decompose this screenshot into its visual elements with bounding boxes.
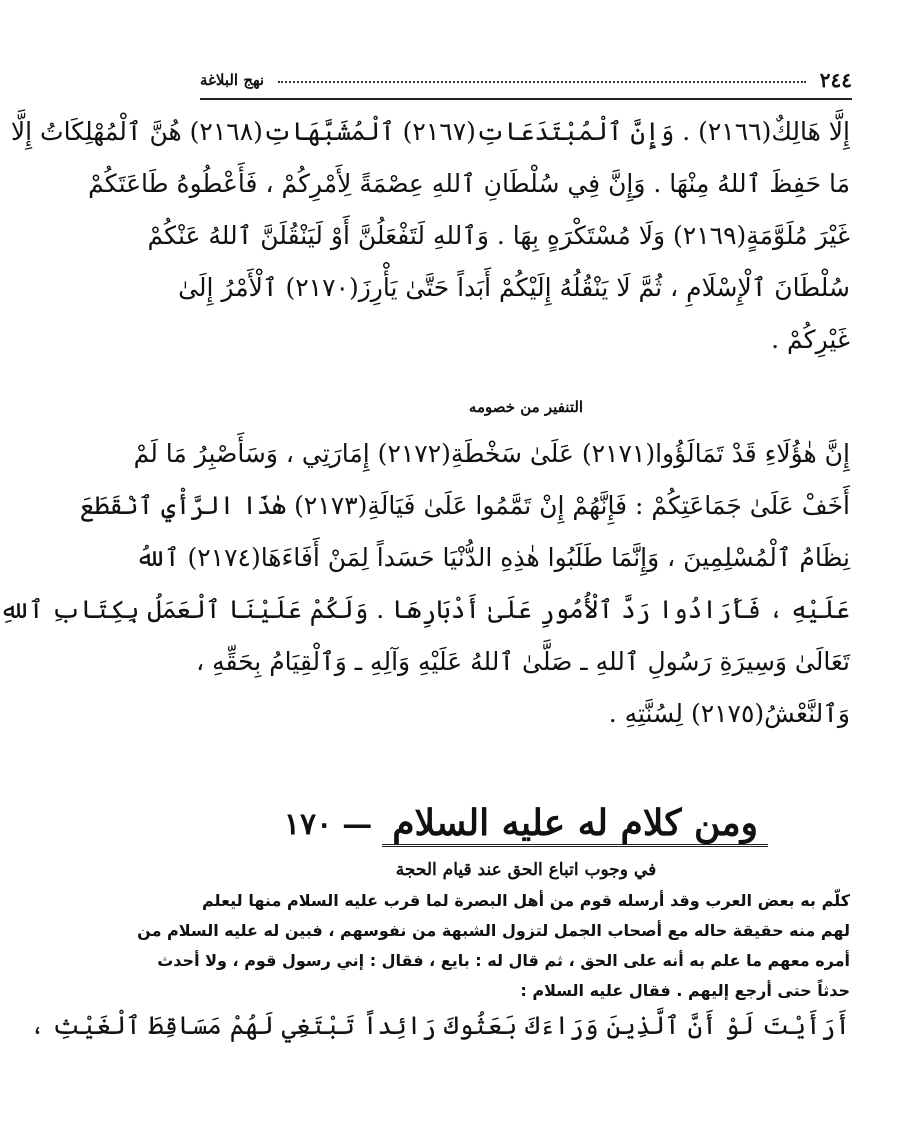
text-line: وَٱلنَّعْشُ(٢١٧٥) لِسُنَّتِهِ . [608, 699, 850, 728]
header-rule [200, 98, 852, 100]
dotted-leader [278, 81, 806, 83]
page-header [200, 66, 852, 94]
passage-3 [30, 1000, 850, 1052]
intro-line: أمره معهم ما علم به أنه على الحق ، ثم قال له : بايع ، فقال : إني رسول قوم ، ولا أحدث [157, 951, 850, 970]
text-line: أَخَفْ عَلَىٰ جَمَاعَتِكُمْ : فَإِنَّهُمْ إِنْ تَمَّمُوا عَلَىٰ فَيَالَةِ(٢١٧٣) هٰذَا الرَّأْيِ ٱنْقَطَعَ [79, 491, 850, 520]
text-line: أَرَأَيْتَ لَوْ أَنَّ ٱلَّذِينَ وَرَاءَكَ بَعَثُوكَ رَائِداً تَبْتَغِي لَهُمْ مَسَاقِطَ ٱلْغَيْثِ ، [30, 1011, 850, 1040]
section-subheading: التنفير من خصومه [468, 398, 584, 416]
heading-dash: — [342, 806, 373, 842]
intro-line: لهم منه حقيقة حاله مع أصحاب الجمل لتزول الشبهة من نفوسهم ، فبين له عليه السلام من [137, 921, 850, 940]
text-line: تَعَالَىٰ وَسِيرَةِ رَسُولِ ٱللهِ ـ صَلَّىٰ ٱللهُ عَلَيْهِ وَآلِهِ ـ وَٱلْقِيَامُ بِحَقِّهِ ، [196, 647, 850, 676]
text-line: غَيْرِكُمْ . [771, 325, 850, 354]
text-line: غَيْرَ مُلَوَّمَةٍ(٢١٦٩) وَلَا مُسْتَكْرَهٍ بِهَا . وَٱللهِ لَتَفْعَلُنَّ أَوْ لَيَنْقُلَنَّ ٱللهُ عَنْكُمْ [147, 221, 850, 250]
running-book-title: نهج البلاغة [200, 71, 265, 89]
passage-1 [10, 106, 850, 366]
text-line: عَلَيْهِ ، فَأَرَادُوا رَدَّ ٱلْأُمُورِ عَلَىٰ أَدْبَارِهَا . وَلَكُمْ عَلَيْنَا ٱلْعَمَلُ بِكِتَابِ ٱللهِ [0, 595, 850, 624]
sermon-heading [200, 796, 852, 852]
text-line: سُلْطَانَ ٱلْإِسْلَامِ ، ثُمَّ لَا يَنْقُلُهُ إِلَيْكُمْ أَبَداً حَتَّىٰ يَأْرِزَ(٢١٧٠) ٱلْأَمْرُ إِلَىٰ [178, 273, 850, 302]
text-line: إِنَّ هٰؤُلَاءِ قَدْ تَمَالَؤُوا(٢١٧١) عَلَىٰ سَخْطَةِ(٢١٧٢) إِمَارَتِي ، وَسَأَصْبِرُ مَا لَمْ [133, 439, 850, 468]
passage-2 [0, 428, 850, 740]
text-line: نِظَامُ ٱلْمُسْلِمِينَ ، وَإِنَّمَا طَلَبُوا هٰذِهِ الدُّنْيَا حَسَداً لِمَنْ أَفَاءَهَا(٢١٧٤) ٱللهُ [135, 543, 850, 572]
intro-line: حدثاً حتى أرجع إليهم . فقال عليه السلام : [520, 981, 850, 1000]
sermon-number: ١٧٠ [283, 806, 333, 842]
page-number: ٢٤٤ [819, 68, 852, 92]
intro-line: كلّم به بعض العرب وقد أرسله قوم من أهل البصرة لما قرب عليه السلام منها ليعلم [202, 891, 850, 910]
sermon-title: ومن كلام له عليه السلام [382, 802, 768, 847]
sermon-intro [137, 886, 850, 1006]
text-line: مَا حَفِظَ ٱللهُ مِنْهَا . وَإِنَّ فِي سُلْطَانِ ٱللهِ عِصْمَةً لِأَمْرِكُمْ ، فَأَعْطُوهُ طَاعَتَكُمْ [88, 169, 850, 198]
text-line: إِلَّا هَالِكٌ(٢١٦٦) . وَإِنَّ ٱلْمُبْتَدَعَاتِ(٢١٦٧) ٱلْمُشَبَّهَاتِ(٢١٦٨) هُنَّ ٱلْمُهْلِكَاتُ إِلَّا [10, 117, 850, 146]
sermon-topic: في وجوب اتباع الحق عند قيام الحجة [395, 860, 657, 880]
